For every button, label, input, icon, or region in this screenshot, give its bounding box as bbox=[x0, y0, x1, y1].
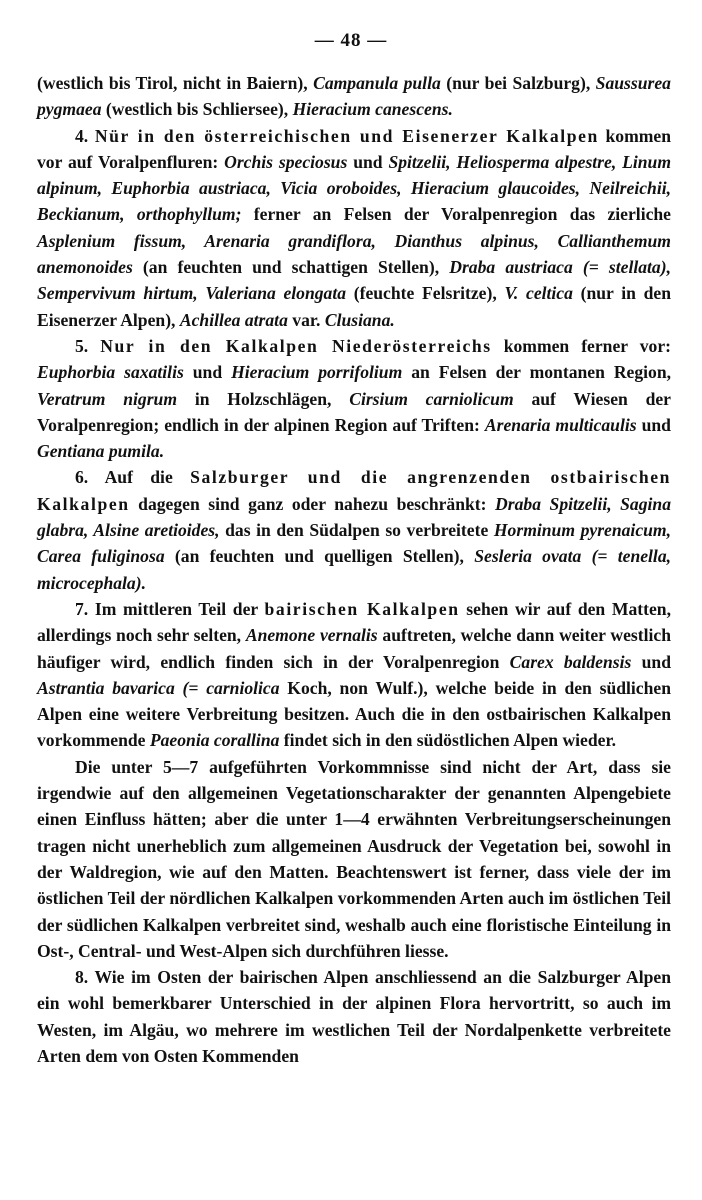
species-name: Spitzelii, Heliosperma alpestre, Linum alpinum, Euphorbia austriaca, Vicia oroboides, Hieracium glaucoides, Neilreichii, Beckianum, orthophyllum; bbox=[37, 151, 672, 225]
species-name: Saussurea pygmaea bbox=[37, 73, 671, 120]
species-name: Orchis speciosus bbox=[224, 151, 348, 172]
paragraph-text: (westlich bis Schliersee), bbox=[101, 99, 293, 120]
paragraph-text: in Holzschlägen, bbox=[177, 388, 350, 409]
section-number: 6. bbox=[75, 467, 105, 488]
species-name: Hieracium canescens. bbox=[292, 99, 453, 120]
paragraph-p4 bbox=[37, 123, 671, 333]
species-name: Euphorbia saxatilis bbox=[37, 362, 184, 383]
species-name: Asplenium fissum, Arenaria grandiflora, Dianthus alpinus, Callianthemum anemonoides bbox=[37, 230, 671, 278]
paragraph-text: kommen vor auf Voralpenfluren: bbox=[37, 125, 672, 172]
paragraph-text: (an feuchten und schattigen Stellen), bbox=[132, 257, 450, 278]
species-name: Campanula pulla bbox=[313, 73, 441, 93]
species-name: Sesleria ovata (= tenella, microcephala). bbox=[37, 546, 672, 593]
species-name: Arenaria multicaulis bbox=[484, 414, 637, 435]
paragraph-text: findet sich in den südöstlichen Alpen wieder. bbox=[279, 730, 617, 751]
species-name: Clusiana. bbox=[324, 309, 395, 330]
species-name: V. celtica bbox=[504, 283, 573, 304]
species-name: Gentiana pumila. bbox=[37, 441, 165, 462]
paragraph-text: var. bbox=[287, 309, 325, 330]
species-name: Draba austriaca (= stellata), Sempervivum hirtum, Valeriana elongata bbox=[37, 257, 671, 304]
species-name: Paeonia corallina bbox=[149, 730, 280, 751]
paragraph-p6 bbox=[37, 464, 671, 595]
paragraph-text: und bbox=[347, 151, 389, 172]
paragraph-p7 bbox=[37, 596, 671, 754]
paragraph-text: Wie im Osten der bairischen Alpen anschliessend an die Salzburger Alpen ein wohl bemerkbarer Unterschied in der alpinen Flora hervortritt, so auch im Westen, im Algäu, wo mehrere im westlichen Teil der Nordalpenkette verbreitete Arten dem von Osten Kommenden bbox=[37, 967, 671, 1066]
section-number: 4. bbox=[75, 125, 95, 146]
paragraph-text: und bbox=[631, 651, 671, 672]
paragraph-p5 bbox=[37, 333, 671, 464]
paragraph-text: Auf die bbox=[104, 467, 191, 488]
section-number: 8. bbox=[75, 967, 95, 988]
species-name: Veratrum nigrum bbox=[37, 388, 178, 409]
paragraph-text: Koch, non Wulf.), welche beide in den südlichen Alpen eine weitere Verbreitung besitzen. Auch die in den ostbairischen Kalkalpen vorkommende bbox=[37, 677, 671, 751]
species-name: Achillea atrata bbox=[179, 309, 288, 330]
paragraph-text: Im mittleren Teil der bbox=[94, 598, 265, 619]
paragraph-text: und bbox=[636, 414, 671, 435]
paragraph-text: auf Wiesen der Voralpenregion; endlich in der alpinen Region auf Triften: bbox=[37, 388, 671, 435]
paragraph-text: (nur bei Salzburg), bbox=[440, 73, 596, 93]
species-name: Anemone vernalis bbox=[245, 625, 378, 646]
paragraph-text: (westlich bis Tirol, nicht in Baiern), bbox=[37, 73, 314, 93]
paragraph-text: (nur in den Eisenerzer Alpen), bbox=[37, 283, 671, 330]
paragraph-p8 bbox=[37, 754, 671, 964]
paragraph-text: ferner an Felsen der Voralpenregion das zierliche bbox=[241, 204, 671, 225]
paragraph-text: das in den Südalpen so verbreitete bbox=[219, 520, 494, 541]
paragraph-text: sehen wir auf den Matten, allerdings noch sehr selten, bbox=[37, 598, 671, 646]
paragraph-text: (feuchte Felsritze), bbox=[346, 283, 505, 304]
paragraph-text: (an feuchten und quelligen Stellen), bbox=[164, 546, 475, 567]
paragraph-p9 bbox=[37, 964, 671, 1069]
paragraph-text: und bbox=[183, 362, 232, 383]
species-name: Cirsium carniolicum bbox=[349, 388, 514, 409]
section-number: 7. bbox=[75, 598, 95, 619]
section-number: 5. bbox=[75, 335, 101, 356]
text-body bbox=[37, 70, 671, 1069]
paragraph-text: Die unter 5—7 aufgeführten Vorkommnisse sind nicht der Art, dass sie irgendwie auf den allgemeinen Vegetationscharakter der genannten Alpengebiete einen Einfluss hätten; aber die unter 1—4 erwähnten Verbreitungserscheinungen tragen nicht unerheblich zum allgemeinen Ausdruck der Vegetation bei, sowohl in der Waldregion, wie auf den Matten. Beachtenswert ist ferner, dass viele der im östlichen Teil der nördlichen Kalkalpen vorkommenden Arten auch im östlichen Teil der südlichen Kalkalpen verbreitet sind, weshalb auch eine floristische Einteilung in Ost-, Central- und West-Alpen sich durchführen liesse. bbox=[37, 756, 671, 961]
species-name: Astrantia bavarica (= carniolica bbox=[37, 677, 280, 698]
paragraph-text: auftreten, welche dann weiter westlich häufiger wird, endlich finden sich in der Voralpenregion bbox=[37, 625, 672, 672]
paragraph-text: dagegen sind ganz oder nahezu beschränkt: bbox=[129, 493, 496, 514]
paragraph-text: Nur in den Kalkalpen Niederösterreichs bbox=[100, 335, 492, 356]
paragraph-p0 bbox=[37, 70, 671, 123]
species-name: Hieracium porrifolium bbox=[231, 362, 403, 383]
species-name: Horminum pyrenaicum, Carea fuliginosa bbox=[37, 520, 672, 567]
paragraph-text: bairischen Kalkalpen bbox=[264, 598, 460, 619]
page-number: — 48 — bbox=[314, 30, 388, 51]
paragraph-text: an Felsen der montanen Region, bbox=[402, 362, 672, 383]
species-name: Carex baldensis bbox=[509, 651, 632, 672]
species-name: Draba Spitzelii, Sagina glabra, Alsine aretioides, bbox=[37, 493, 671, 541]
paragraph-text: kommen ferner vor: bbox=[491, 335, 671, 356]
paragraph-text: Salzburger und die angrenzenden ostbairischen Kalkalpen bbox=[37, 467, 671, 514]
paragraph-text: Nür in den österreichischen und Eisenerzer Kalkalpen bbox=[94, 125, 599, 146]
